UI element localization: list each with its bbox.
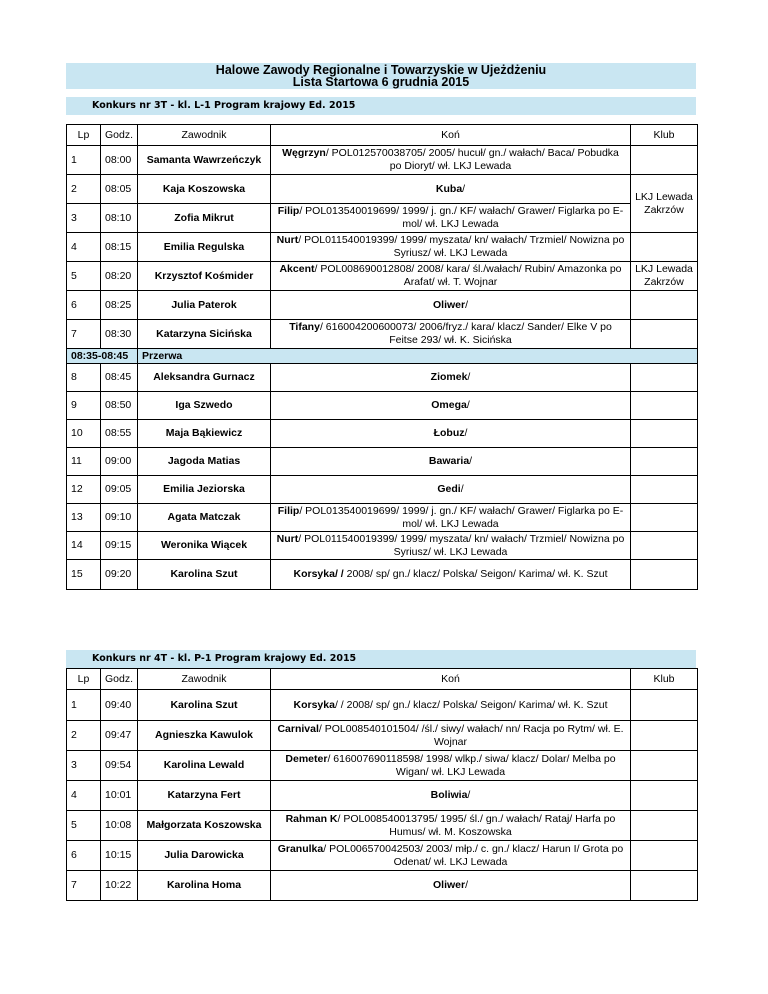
table-row — [67, 504, 698, 532]
horse-cell — [271, 364, 631, 392]
col-klub: Klub — [631, 669, 698, 690]
lp-cell: 7 — [67, 871, 101, 901]
club-cell — [631, 392, 698, 420]
rider-cell: Kaja Koszowska — [138, 175, 271, 204]
lp-cell: 4 — [67, 233, 101, 262]
horse-details: / POL008540013795/ 1995/ śl./ gn./ wałach/ Rataj/ Harfa po Humus/ wł. M. Koszowska — [337, 812, 616, 838]
lp-cell: 8 — [67, 364, 101, 392]
horse-cell — [271, 811, 631, 841]
horse-cell — [271, 204, 631, 233]
time-cell: 10:08 — [101, 811, 138, 841]
time-cell: 09:20 — [101, 560, 138, 590]
time-cell: 08:10 — [101, 204, 138, 233]
lp-cell: 2 — [67, 721, 101, 751]
rider-cell: Krzysztof Kośmider — [138, 262, 271, 291]
horse-name: Kuba — [435, 182, 463, 195]
lp-cell: 2 — [67, 175, 101, 204]
horse-cell — [271, 781, 631, 811]
lp-cell: 5 — [67, 262, 101, 291]
horse-cell — [271, 721, 631, 751]
table-row — [67, 532, 698, 560]
horse-name: Granulka — [277, 842, 324, 855]
horse-details: / POL013540019699/ 1999/ j. gn./ KF/ wałach/ Grawer/ Figlarka po E-mol/ wł. LKJ Lewada — [299, 504, 624, 530]
col-kon: Koń — [271, 669, 631, 690]
rider-cell: Karolina Szut — [138, 560, 271, 590]
club-cell — [631, 811, 698, 841]
club-cell — [631, 560, 698, 590]
club-cell — [631, 751, 698, 781]
club-cell — [631, 841, 698, 871]
horse-details: / / 2008/ sp/ gn./ klacz/ Polska/ Seigon/ Karima/ wł. K. Szut — [334, 698, 608, 711]
title-line-1: Halowe Zawody Regionalne i Towarzyskie w Ujeżdżeniu — [215, 63, 547, 77]
lp-cell: 4 — [67, 781, 101, 811]
horse-cell — [271, 175, 631, 204]
rider-cell: Weronika Wiącek — [138, 532, 271, 560]
table-row — [67, 841, 698, 871]
horse-name: Korsyka/ / — [293, 568, 344, 580]
club-cell — [631, 448, 698, 476]
section-heading-4t: Konkurs nr 4T - kl. P-1 Program krajowy Ed. 2015 — [66, 650, 696, 668]
club-cell — [631, 532, 698, 560]
horse-details: / — [465, 298, 469, 311]
time-cell: 08:00 — [101, 146, 138, 175]
table-row — [67, 781, 698, 811]
table-header-row — [67, 125, 698, 146]
rider-cell: Katarzyna Sicińska — [138, 320, 271, 349]
horse-details: / — [469, 455, 473, 467]
rider-cell: Maja Bąkiewicz — [138, 420, 271, 448]
rider-cell: Jagoda Matias — [138, 448, 271, 476]
time-cell: 08:15 — [101, 233, 138, 262]
time-cell: 09:00 — [101, 448, 138, 476]
time-cell: 08:25 — [101, 291, 138, 320]
time-cell: 09:05 — [101, 476, 138, 504]
lp-cell: 1 — [67, 146, 101, 175]
club-cell — [631, 690, 698, 721]
horse-name: Gedi — [437, 483, 461, 495]
table-row — [67, 721, 698, 751]
time-cell: 10:01 — [101, 781, 138, 811]
rider-cell: Karolina Lewald — [138, 751, 271, 781]
break-time: 08:35-08:45 — [67, 349, 138, 364]
horse-cell — [271, 504, 631, 532]
start-list-table-3t — [66, 124, 698, 590]
section-heading-3t: Konkurs nr 3T - kl. L-1 Program krajowy Ed. 2015 — [66, 97, 696, 115]
time-cell: 08:55 — [101, 420, 138, 448]
rider-cell: Katarzyna Fert — [138, 781, 271, 811]
lp-cell: 15 — [67, 560, 101, 590]
table-row — [67, 233, 698, 262]
club-cell — [631, 320, 698, 349]
horse-name: Nurt — [276, 234, 299, 246]
horse-details: / — [466, 399, 470, 411]
table-row — [67, 560, 698, 590]
lp-cell: 11 — [67, 448, 101, 476]
document-title — [66, 63, 696, 89]
time-cell: 10:15 — [101, 841, 138, 871]
table-row — [67, 690, 698, 721]
rider-cell: Julia Paterok — [138, 291, 271, 320]
club-cell — [631, 146, 698, 175]
horse-details: / — [465, 879, 469, 891]
horse-name: Demeter — [285, 752, 328, 765]
club-cell — [631, 364, 698, 392]
title-line-2: Lista Startowa 6 grudnia 2015 — [292, 75, 470, 89]
col-zawodnik: Zawodnik — [138, 125, 271, 146]
horse-details: / — [464, 427, 468, 439]
horse-cell — [271, 448, 631, 476]
table-row — [67, 871, 698, 901]
rider-cell: Aleksandra Gurnacz — [138, 364, 271, 392]
horse-name: Carnival — [277, 722, 319, 735]
horse-cell — [271, 751, 631, 781]
table-row — [67, 291, 698, 320]
horse-name: Filip — [277, 504, 300, 517]
lp-cell: 9 — [67, 392, 101, 420]
horse-cell — [271, 476, 631, 504]
horse-details: / POL008690012808/ 2008/ kara/ śl./wałach/ Rubin/ Amazonka po Arafat/ wł. T. Wojnar — [314, 263, 622, 288]
table-row — [67, 146, 698, 175]
rider-cell: Karolina Szut — [138, 690, 271, 721]
horse-name: Nurt — [276, 532, 299, 545]
col-lp: Lp — [67, 125, 101, 146]
rider-cell: Agnieszka Kawulok — [138, 721, 271, 751]
lp-cell: 1 — [67, 690, 101, 721]
break-label: Przerwa — [138, 349, 698, 364]
rider-cell: Iga Szwedo — [138, 392, 271, 420]
table-row — [67, 392, 698, 420]
club-line-2: Zakrzów — [644, 276, 684, 288]
horse-name: Łobuz — [433, 427, 465, 439]
horse-details: / 616007690118598/ 1998/ wlkp./ siwa/ klacz/ Dolar/ Melba po Wigan/ wł. LKJ Lewada — [327, 752, 616, 778]
time-cell: 08:30 — [101, 320, 138, 349]
time-cell: 09:10 — [101, 504, 138, 532]
horse-name: Filip — [277, 205, 300, 217]
table-row — [67, 204, 698, 233]
horse-details: / POL011540019399/ 1999/ myszata/ kn/ wałach/ Trzmiel/ Nowizna po Syriusz/ wł. LKJ Lewada — [298, 532, 625, 558]
club-line-1: LKJ Lewada — [635, 263, 693, 275]
horse-details: / — [467, 371, 471, 383]
club-cell — [631, 233, 698, 262]
horse-cell — [271, 146, 631, 175]
horse-name: Bawaria — [428, 455, 470, 467]
table-header-row — [67, 669, 698, 690]
time-cell: 08:45 — [101, 364, 138, 392]
club-cell — [631, 262, 698, 291]
club-line-1: LKJ Lewada — [635, 190, 693, 203]
lp-cell: 6 — [67, 841, 101, 871]
rider-cell: Julia Darowicka — [138, 841, 271, 871]
table-row — [67, 448, 698, 476]
time-cell: 09:54 — [101, 751, 138, 781]
col-lp: Lp — [67, 669, 101, 690]
lp-cell: 7 — [67, 320, 101, 349]
club-cell — [631, 721, 698, 751]
col-zawodnik: Zawodnik — [138, 669, 271, 690]
horse-name: Rahman K — [285, 812, 338, 825]
table-row — [67, 175, 698, 204]
table-row — [67, 364, 698, 392]
break-row — [67, 349, 698, 364]
horse-cell — [271, 690, 631, 721]
horse-name: Korsyka — [293, 698, 335, 711]
horse-details: / POL013540019699/ 1999/ j. gn./ KF/ wałach/ Grawer/ Figlarka po E-mol/ wł. LKJ Lewada — [299, 205, 624, 230]
horse-details: 2008/ sp/ gn./ klacz/ Polska/ Seigon/ Karima/ wł. K. Szut — [343, 568, 608, 580]
horse-cell — [271, 841, 631, 871]
col-klub: Klub — [631, 125, 698, 146]
club-cell — [631, 476, 698, 504]
time-cell: 08:50 — [101, 392, 138, 420]
table-row — [67, 811, 698, 841]
table-row — [67, 476, 698, 504]
time-cell: 09:47 — [101, 721, 138, 751]
start-list-table-4t — [66, 668, 698, 901]
lp-cell: 3 — [67, 204, 101, 233]
horse-cell — [271, 871, 631, 901]
rider-cell: Emilia Jeziorska — [138, 476, 271, 504]
table-row — [67, 262, 698, 291]
club-cell — [631, 504, 698, 532]
time-cell: 10:22 — [101, 871, 138, 901]
table-row — [67, 420, 698, 448]
club-cell — [631, 871, 698, 901]
horse-name: Węgrzyn — [282, 147, 326, 159]
horse-name: Oliwer — [432, 879, 466, 891]
table-row — [67, 751, 698, 781]
horse-name: Omega — [431, 399, 467, 411]
lp-cell: 3 — [67, 751, 101, 781]
col-godz: Godz. — [101, 125, 138, 146]
horse-cell — [271, 532, 631, 560]
horse-cell — [271, 320, 631, 349]
rider-cell: Agata Matczak — [138, 504, 271, 532]
horse-details: / — [467, 789, 471, 801]
horse-details: / — [462, 182, 466, 195]
horse-details: / POL008540101504/ /śl./ siwy/ wałach/ nn/ Racja po Rytm/ wł. E. Wojnar — [318, 722, 624, 748]
horse-name: Ziomek — [430, 371, 468, 383]
rider-cell: Karolina Homa — [138, 871, 271, 901]
horse-details: / POL006570042503/ 2003/ młp./ c. gn./ klacz/ Harun I/ Grota po Odenat/ wł. LKJ Lewada — [323, 842, 624, 868]
lp-cell: 12 — [67, 476, 101, 504]
horse-name: Boliwia — [430, 789, 468, 801]
time-cell: 08:20 — [101, 262, 138, 291]
lp-cell: 13 — [67, 504, 101, 532]
time-cell: 09:15 — [101, 532, 138, 560]
time-cell: 09:40 — [101, 690, 138, 721]
rider-cell: Samanta Wawrzeńczyk — [138, 146, 271, 175]
rider-cell: Małgorzata Koszowska — [138, 811, 271, 841]
horse-cell — [271, 233, 631, 262]
club-cell — [631, 291, 698, 320]
horse-details: / POL011540019399/ 1999/ myszata/ kn/ wałach/ Trzmiel/ Nowizna po Syriusz/ wł. LKJ Lewada — [298, 234, 625, 259]
horse-name: Akcent — [279, 263, 315, 275]
horse-cell — [271, 420, 631, 448]
club-cell — [631, 175, 698, 233]
horse-details: / — [460, 483, 464, 495]
lp-cell: 5 — [67, 811, 101, 841]
time-cell: 08:05 — [101, 175, 138, 204]
lp-cell: 14 — [67, 532, 101, 560]
horse-details: / 616004200600073/ 2006/fryz./ kara/ klacz/ Sander/ Elke V po Feitse 293/ wł. K. Sicińska — [319, 321, 612, 346]
horse-cell — [271, 291, 631, 320]
col-godz: Godz. — [101, 669, 138, 690]
horse-cell — [271, 392, 631, 420]
club-line-2: Zakrzów — [644, 203, 684, 216]
horse-cell — [271, 560, 631, 590]
lp-cell: 6 — [67, 291, 101, 320]
col-kon: Koń — [271, 125, 631, 146]
horse-name: Tifany — [289, 321, 320, 333]
club-cell — [631, 420, 698, 448]
table-row — [67, 320, 698, 349]
lp-cell: 10 — [67, 420, 101, 448]
horse-name: Oliwer — [432, 298, 466, 311]
horse-cell — [271, 262, 631, 291]
club-cell — [631, 781, 698, 811]
horse-details: / POL012570038705/ 2005/ hucuł/ gn./ wałach/ Baca/ Pobudka po Dioryt/ wł. LKJ Lewada — [325, 147, 619, 172]
rider-cell: Emilia Regulska — [138, 233, 271, 262]
rider-cell: Zofia Mikrut — [138, 204, 271, 233]
